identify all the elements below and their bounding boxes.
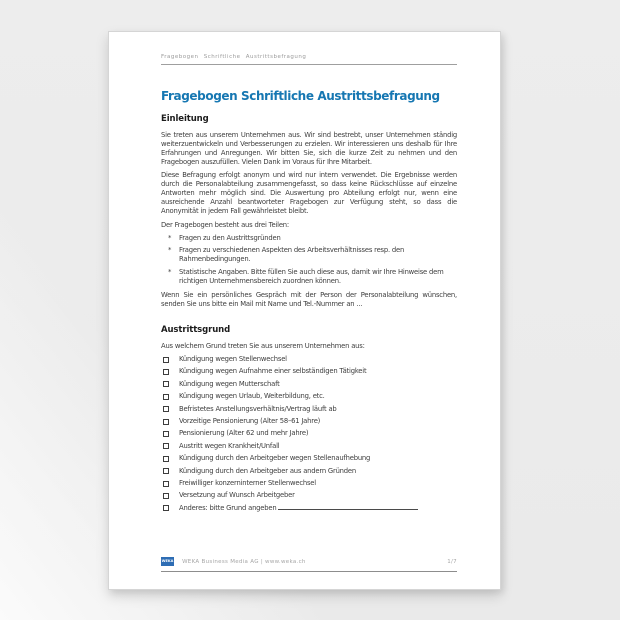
bullet-item [161, 246, 457, 264]
checkbox-option-label: Vorzeitige Pensionierung (Alter 58–61 Jahre) [179, 416, 321, 425]
bullet-item-label: Fragen zu verschiedenen Aspekten des Arbeitsverhältnisses resp. den Rahmenbedingungen. [179, 246, 405, 263]
checkbox-option[interactable] [161, 417, 457, 426]
checkbox-option-label: Freiwilliger konzerninterner Stellenwechsel [179, 478, 316, 487]
checkbox-icon[interactable] [163, 357, 169, 363]
checkbox-option[interactable] [161, 405, 457, 414]
checkbox-option-label: Versetzung auf Wunsch Arbeitgeber [179, 491, 295, 500]
page-footer [161, 557, 457, 572]
checkbox-option[interactable] [161, 429, 457, 438]
checkbox-icon[interactable] [163, 481, 169, 487]
checkbox-icon[interactable] [163, 468, 169, 474]
section-heading-einleitung: Einleitung [161, 114, 209, 124]
bullet-item [161, 268, 457, 286]
checkbox-icon[interactable] [163, 431, 169, 437]
checkbox-option-label: Kündigung durch den Arbeitgeber wegen Stellenaufhebung [179, 454, 371, 463]
weka-logo: WEKA [161, 557, 174, 566]
checkbox-icon[interactable] [163, 493, 169, 499]
checkbox-option-label: Befristetes Anstellungsverhältnis/Vertrag läuft ab [179, 404, 337, 413]
checkbox-option-label: Kündigung wegen Stellenwechsel [179, 355, 287, 363]
checkbox-icon[interactable] [163, 381, 169, 387]
checkbox-option-label: Pensionierung (Alter 62 und mehr Jahre) [179, 429, 309, 438]
checkbox-option-label: Kündigung wegen Urlaub, Weiterbildung, etc. [179, 392, 325, 401]
bullet-item-label: Statistische Angaben. Bitte füllen Sie auch diese aus, damit wir Ihre Hinweise dem richtigen Unternehmensbereich zuordnen können. [179, 267, 444, 285]
checkbox-icon[interactable] [163, 456, 169, 462]
checkbox-icon[interactable] [163, 419, 169, 425]
page-number: 1/7 [447, 559, 457, 565]
parts-intro: Der Fragebogen besteht aus drei Teilen: [161, 221, 289, 229]
checkbox-option-label: Austritt wegen Krankheit/Unfall [179, 441, 280, 450]
page-content [161, 32, 457, 513]
checkbox-option[interactable] [161, 367, 457, 376]
checkbox-option-label: Kündigung wegen Mutterschaft [179, 379, 280, 388]
checkbox-option[interactable] [161, 491, 457, 500]
checkbox-icon[interactable] [163, 505, 169, 511]
fill-in-blank[interactable] [278, 508, 418, 510]
checkbox-list [161, 355, 457, 513]
doc-title: Fragebogen Schriftliche Austrittsbefragung [161, 89, 440, 103]
checkbox-option-label: Anderes: bitte Grund angeben [179, 503, 277, 512]
checkbox-icon[interactable] [163, 394, 169, 400]
running-header [161, 54, 457, 65]
intro-paragraph-2: Diese Befragung erfolgt anonym und wird nur intern verwendet. Die Ergebnisse werden durch die Personalabteilung zusammengefasst, so dass keine Rückschlüsse auf einzelne Antworten mehr möglich sind. Die Auswertung pro Abteilung erfolgt nur, wenn eine ausreichende Anzahl beantworteter Fragebogen zur Verfügung steht, so dass die Anonymität in jedem Fall gewährleistet bleibt. [161, 171, 457, 215]
checkbox-option[interactable] [161, 467, 457, 476]
checkbox-option-label: Kündigung durch den Arbeitgeber aus andern Gründen [179, 466, 356, 475]
contact-paragraph: Wenn Sie ein persönliches Gespräch mit der Person der Personalabteilung wünschen, senden Sie uns bitte ein Mail mit Name und Tel.-Nummer an ... [161, 291, 457, 308]
checkbox-icon[interactable] [163, 369, 169, 375]
section-heading-austrittsgrund: Austrittsgrund [161, 325, 231, 335]
bullet-item-label: Fragen zu den Austrittsgründen [179, 233, 281, 242]
austrittsgrund-intro: Aus welchem Grund treten Sie aus unserem Unternehmen aus: [161, 342, 365, 350]
checkbox-option[interactable] [161, 392, 457, 401]
checkbox-icon[interactable] [163, 406, 169, 412]
asterisk-bullet-icon: * [168, 246, 172, 254]
asterisk-bullet-icon: * [168, 233, 172, 242]
checkbox-option-label: Kündigung wegen Aufnahme einer selbständigen Tätigkeit [179, 367, 367, 376]
bullet-list [161, 234, 457, 286]
checkbox-option[interactable] [161, 479, 457, 488]
checkbox-option[interactable] [161, 380, 457, 389]
checkbox-option[interactable] [161, 442, 457, 451]
checkbox-option[interactable] [161, 454, 457, 463]
document-page [108, 31, 501, 590]
checkbox-icon[interactable] [163, 443, 169, 449]
footer-company-text: WEKA Business Media AG | www.weka.ch [182, 559, 306, 565]
bullet-item [161, 234, 457, 243]
asterisk-bullet-icon: * [168, 267, 172, 276]
running-header-text: Fragebogen Schriftliche Austrittsbefragung [161, 54, 307, 60]
checkbox-option[interactable] [161, 355, 457, 364]
intro-paragraph-1: Sie treten aus unserem Unternehmen aus. Wir sind bestrebt, unser Unternehmen ständig weiterzuentwickeln und Verbesserungen zu erzielen. Wir interessieren uns deshalb für Ihre Erfahrungen und Anregungen. Wir bitten Sie, sich die kurze Zeit zu nehmen und den Fragebogen auszufüllen. Vielen Dank im Voraus für Ihre Mitarbeit. [161, 131, 457, 166]
checkbox-option[interactable] [161, 504, 457, 513]
